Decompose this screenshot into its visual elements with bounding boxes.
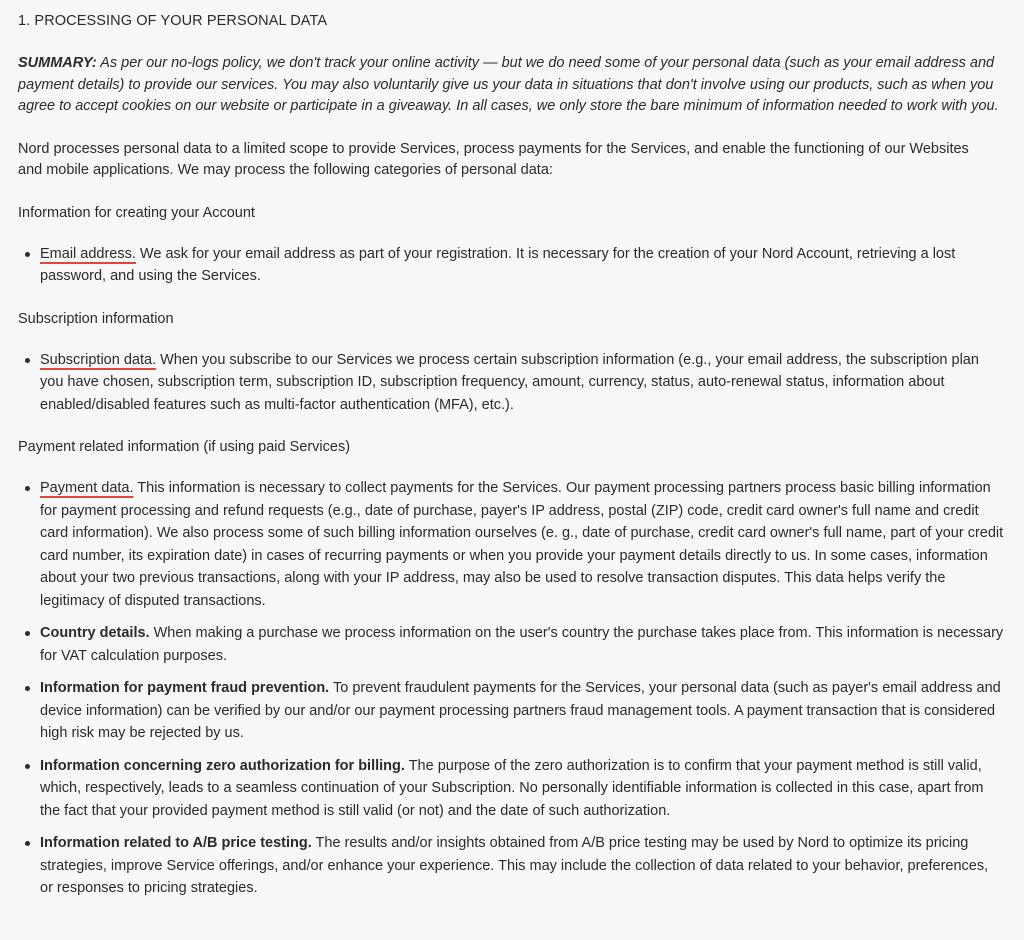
account-section-title: Information for creating your Account — [18, 204, 255, 221]
payment-title-main: Payment related information — [18, 439, 200, 455]
item-text: To prevent fraudulent payments for the Services, your personal data (such as payer's email address and device information) can be verified by our and/or our payment processing partners fraud management tools. A payment transaction that is considered high risk may be rejected by us. — [40, 680, 1001, 741]
subscription-items-list — [18, 349, 1010, 417]
country-details-term: Country details. — [40, 625, 150, 641]
list-item — [18, 755, 1010, 823]
payment-data-term: Payment data. — [40, 480, 134, 496]
zero-authorization-term: Information concerning zero authorization for billing. — [40, 757, 405, 774]
intro-paragraph: Nord processes personal data to a limited scope to provide Services, process payments for the Services, and enable the functioning of our Websites and mobile applications. We may process the following categories of personal data: — [18, 140, 969, 178]
item-text: When you subscribe to our Services we process certain subscription information (e.g., your email address, the subscription plan you have chosen, subscription term, subscription ID, subscription frequency, amount, currency, status, auto-renewal status, information about enabled/disabled features such as multi-factor authentication (MFA), etc.). — [40, 351, 979, 413]
subscription-section-title: Subscription information — [18, 310, 174, 327]
item-text: We ask for your email address as part of your registration. It is necessary for the creation of your Nord Account, retrieving a lost password, and using the Services. — [40, 245, 956, 284]
item-text: The results and/or insights obtained from A/B price testing may be used by Nord to optimize its pricing strategies, improve Service offerings, and/or enhance your experience. This may include the collection of data related to your behavior, preferences, or responses to pricing strategies. — [40, 835, 989, 896]
item-text: The purpose of the zero authorization is to confirm that your payment method is still valid, which, respectively, leads to a seamless continuation of your Subscription. No personally identifiable information is collected in this case, apart from the fact that your provided payment method is still valid (or not) and the date of such authorization. — [40, 757, 984, 819]
item-text: This information is necessary to collect payments for the Services. Our payment processing partners process basic billing information for payment processing and refund requests (e.g., date of purchase, payer's IP address, postal (ZIP) code, credit card owner's full name and credit card information). We also process some of such billing information ourselves (e. g., date of purchase, credit card owner's full name, part of your credit card number, its expiration date) in cases of recurring payments or when you provide your payment details directly to us. In some cases, information about your two previous transactions, along with your IP address, may also be used to resolve transaction disputes. This data helps verify the legitimacy of disputed transactions. — [40, 480, 1004, 609]
list-item — [18, 832, 1010, 900]
payment-title-suffix: (if using paid Services) — [199, 439, 351, 455]
list-item — [18, 477, 1010, 612]
email-address-term: Email address. — [40, 245, 136, 262]
account-items-list — [18, 243, 1010, 288]
summary-text: As per our no-logs policy, we don't track your online activity — but we do need some of your personal data (such as your email address and payment details) to provide our services. You may also voluntarily give us your data in situations that don't involve using our products, such as when you agree to accept cookies on our website or participate in a giveaway. In all cases, we only store the bare minimum of information needed to work with you. — [18, 55, 999, 114]
fraud-prevention-term: Information for payment fraud prevention. — [40, 680, 330, 696]
list-item — [18, 677, 1010, 745]
payment-section-title — [18, 437, 1010, 457]
section-heading: 1. PROCESSING OF YOUR PERSONAL DATA — [18, 13, 328, 29]
payment-items-list — [18, 477, 1010, 900]
item-text: When making a purchase we process information on the user's country the purchase takes place from. This information is necessary for VAT calculation purposes. — [40, 625, 1004, 664]
ab-price-testing-term: Information related to A/B price testing. — [40, 835, 312, 851]
summary-label: SUMMARY: — [18, 55, 97, 71]
list-item — [18, 622, 1010, 667]
list-item — [18, 349, 1010, 417]
summary-paragraph — [18, 53, 1010, 118]
list-item — [18, 243, 1010, 288]
subscription-data-term: Subscription data. — [40, 351, 157, 368]
